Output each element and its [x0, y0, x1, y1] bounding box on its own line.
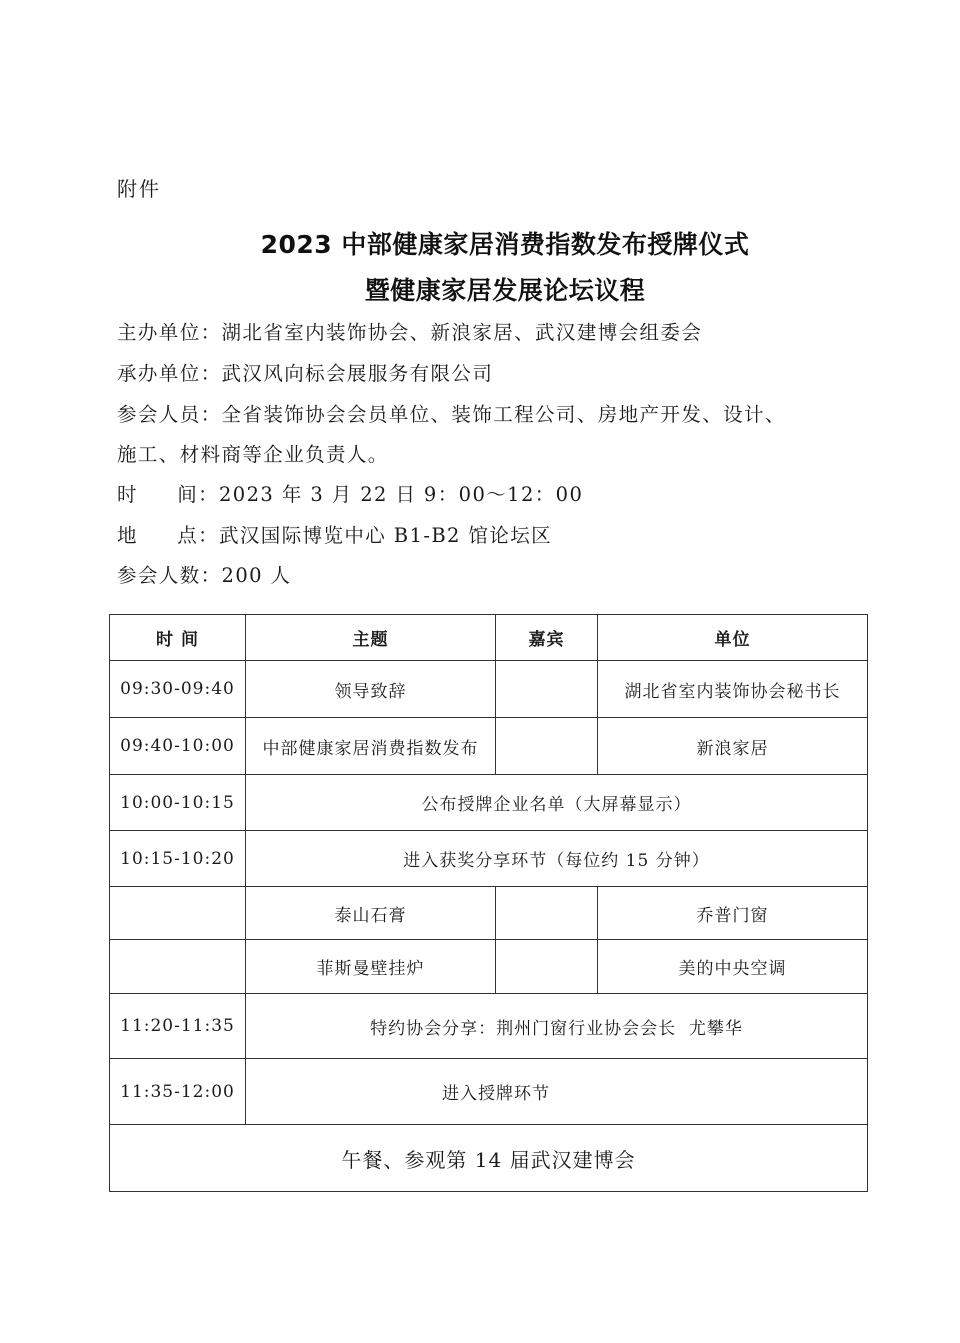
- row-span-text: 特约协会分享：荆州门窗行业协会会长 尤攀华: [246, 994, 868, 1059]
- row-time: [110, 887, 246, 940]
- info-attendance: [117, 560, 291, 588]
- row-time: 09:30-09:40: [110, 661, 246, 718]
- info-participants-label: 参会人员：: [117, 403, 222, 426]
- row-span-text: 进入授牌环节: [246, 1059, 868, 1125]
- row-unit: 新浪家居: [598, 718, 868, 775]
- row-topic: 中部健康家居消费指数发布: [246, 718, 496, 775]
- table-row: [110, 831, 868, 887]
- attachment-label: 附件: [117, 177, 161, 201]
- agenda-table: [109, 614, 868, 1192]
- info-location-value: 武汉国际博览中心 B1-B2 馆论坛区: [219, 524, 553, 547]
- row-time: [110, 940, 246, 994]
- info-location: [117, 520, 552, 548]
- info-host: [117, 317, 702, 345]
- row-span-text: 进入获奖分享环节（每位约 15 分钟）: [246, 831, 868, 887]
- info-time: [117, 479, 583, 507]
- info-attendance-value: 200 人: [221, 564, 292, 587]
- row-time: 10:00-10:15: [110, 775, 246, 831]
- header-topic: 主题: [246, 615, 496, 661]
- row-unit: 湖北省室内装饰协会秘书长: [598, 661, 868, 718]
- row-guest: [496, 887, 598, 940]
- table-row: [110, 994, 868, 1059]
- header-time: 时 间: [110, 615, 246, 661]
- table-row: [110, 940, 868, 994]
- table-row: [110, 887, 868, 940]
- document-title-line-2: 暨健康家居发展论坛议程: [364, 276, 646, 305]
- info-participants-value-line-2: 施工、材料商等企业负责人。: [117, 443, 389, 466]
- table-row: [110, 775, 868, 831]
- table-row: [110, 661, 868, 718]
- row-unit: 美的中央空调: [598, 940, 868, 994]
- info-participants: [117, 399, 786, 427]
- row-guest: [496, 661, 598, 718]
- row-time: 09:40-10:00: [110, 718, 246, 775]
- header-guest: 嘉宾: [496, 615, 598, 661]
- info-host-label: 主办单位：: [117, 321, 222, 344]
- row-guest: [496, 940, 598, 994]
- info-time-label: 时 间：: [117, 483, 219, 506]
- table-row: [110, 718, 868, 775]
- row-topic: 领导致辞: [246, 661, 496, 718]
- row-topic: 泰山石膏: [246, 887, 496, 940]
- row-guest: [496, 718, 598, 775]
- info-location-label: 地 点：: [117, 524, 219, 547]
- row-unit: 乔普门窗: [598, 887, 868, 940]
- info-organizer-label: 承办单位：: [117, 362, 222, 385]
- info-time-value: 2023 年 3 月 22 日 9：00～12：00: [219, 483, 584, 506]
- header-unit: 单位: [598, 615, 868, 661]
- info-organizer: [117, 358, 493, 386]
- info-participants-value-line-1: 全省装饰协会会员单位、装饰工程公司、房地产开发、设计、: [221, 403, 786, 426]
- info-participants-continued: [117, 439, 389, 467]
- row-time: 10:15-10:20: [110, 831, 246, 887]
- table-footer: 午餐、参观第 14 届武汉建博会: [110, 1125, 868, 1192]
- info-host-value: 湖北省室内装饰协会、新浪家居、武汉建博会组委会: [221, 321, 703, 344]
- table-footer-row: [110, 1125, 868, 1192]
- info-organizer-value: 武汉风向标会展服务有限公司: [221, 362, 494, 385]
- table-row: [110, 1059, 868, 1125]
- row-time: 11:35-12:00: [110, 1059, 246, 1125]
- info-attendance-label: 参会人数：: [117, 564, 222, 587]
- row-span-text: 公布授牌企业名单（大屏幕显示）: [246, 775, 868, 831]
- table-header-row: [110, 615, 868, 661]
- document-title-line-1: 2023 中部健康家居消费指数发布授牌仪式: [260, 230, 750, 259]
- row-topic: 菲斯曼壁挂炉: [246, 940, 496, 994]
- row-time: 11:20-11:35: [110, 994, 246, 1059]
